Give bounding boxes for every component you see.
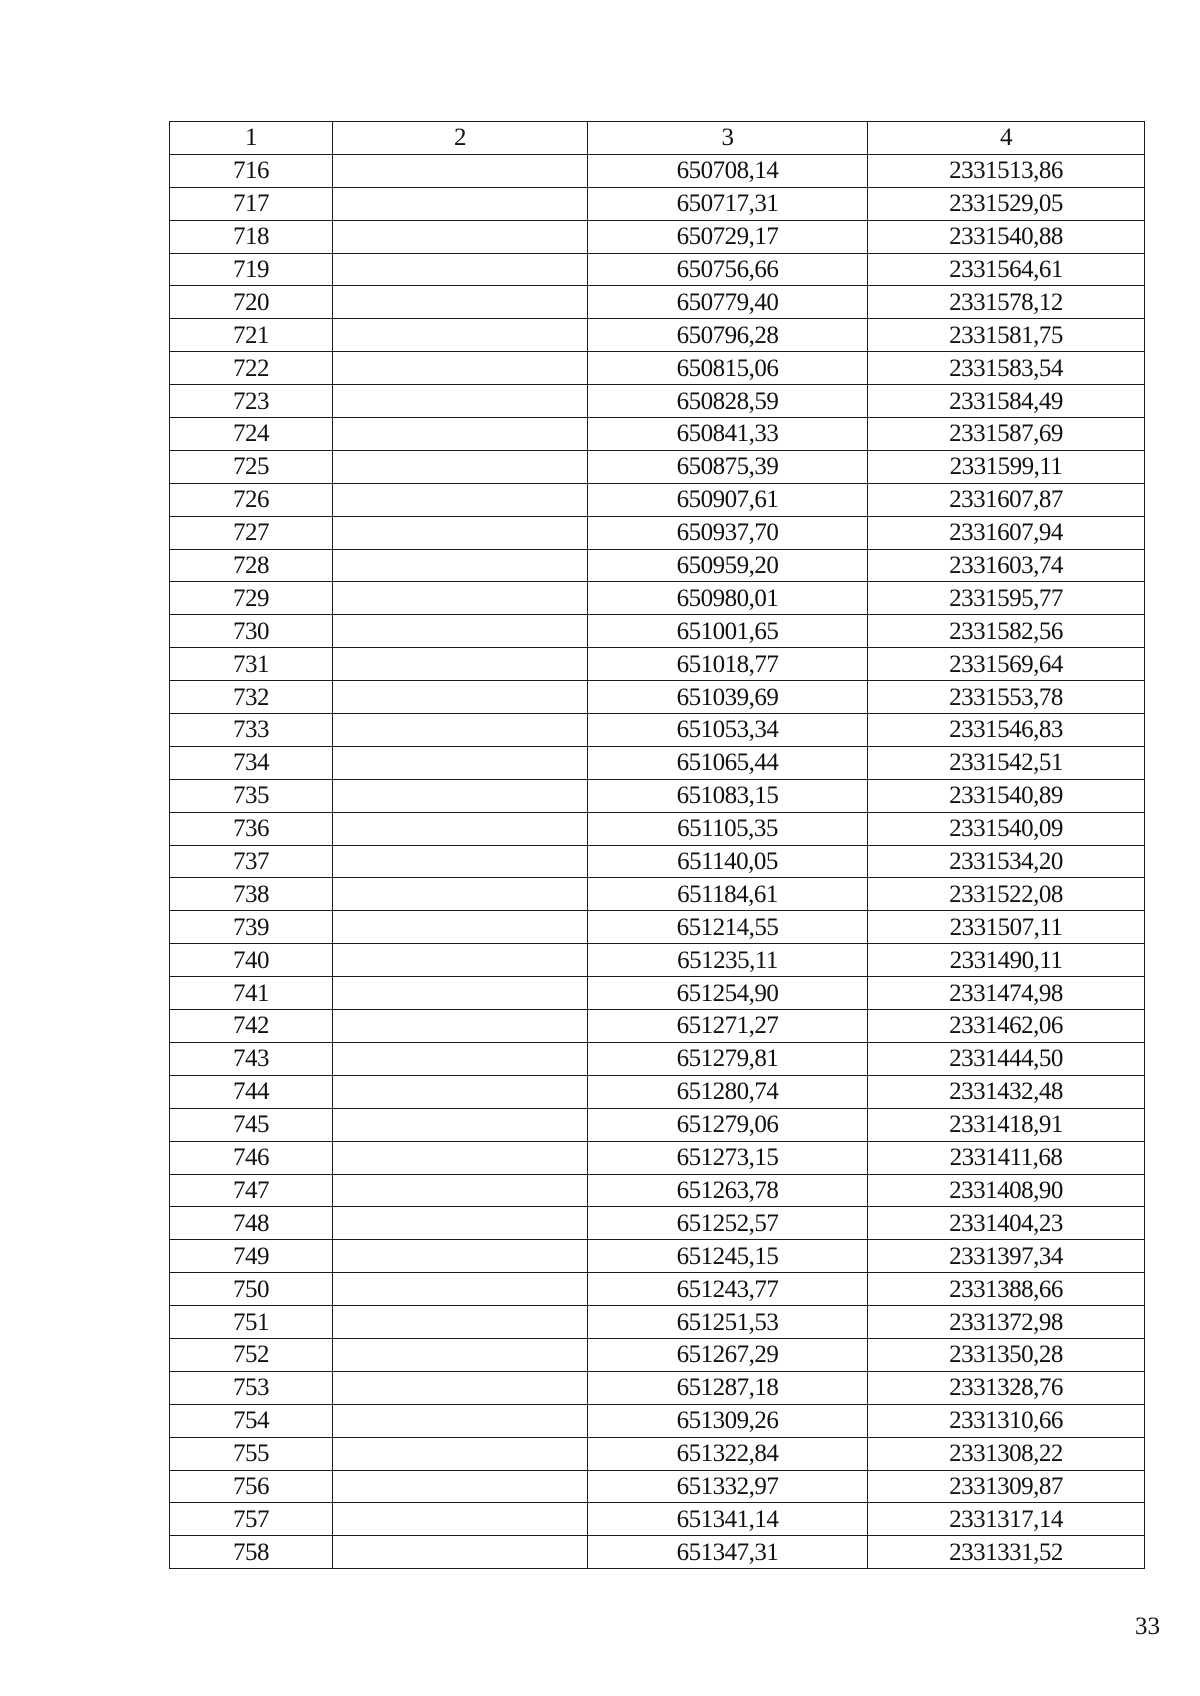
- page-number: 33: [1135, 1613, 1160, 1640]
- empty-cell: [333, 1503, 588, 1536]
- table-row: [170, 1240, 1145, 1273]
- y-coordinate-cell: 2331540,09: [868, 812, 1145, 845]
- empty-cell: [333, 1141, 588, 1174]
- empty-cell: [333, 385, 588, 418]
- point-number-cell: 741: [170, 977, 333, 1010]
- point-number-cell: 723: [170, 385, 333, 418]
- x-coordinate-cell: 651083,15: [588, 779, 868, 812]
- y-coordinate-cell: 2331553,78: [868, 681, 1145, 714]
- x-coordinate-cell: 651279,81: [588, 1042, 868, 1075]
- table-row: [170, 1207, 1145, 1240]
- y-coordinate-cell: 2331372,98: [868, 1306, 1145, 1339]
- y-coordinate-cell: 2331308,22: [868, 1437, 1145, 1470]
- x-coordinate-cell: 650779,40: [588, 286, 868, 319]
- point-number-cell: 720: [170, 286, 333, 319]
- point-number-cell: 721: [170, 319, 333, 352]
- column-header-1: 1: [170, 122, 333, 155]
- empty-cell: [333, 1437, 588, 1470]
- x-coordinate-cell: 651279,06: [588, 1108, 868, 1141]
- empty-cell: [333, 1404, 588, 1437]
- point-number-cell: 731: [170, 648, 333, 681]
- empty-cell: [333, 1371, 588, 1404]
- empty-cell: [333, 483, 588, 516]
- table-row: [170, 812, 1145, 845]
- table-row: [170, 549, 1145, 582]
- x-coordinate-cell: 651140,05: [588, 845, 868, 878]
- y-coordinate-cell: 2331534,20: [868, 845, 1145, 878]
- empty-cell: [333, 253, 588, 286]
- y-coordinate-cell: 2331540,89: [868, 779, 1145, 812]
- point-number-cell: 725: [170, 450, 333, 483]
- x-coordinate-cell: 651347,31: [588, 1536, 868, 1569]
- y-coordinate-cell: 2331411,68: [868, 1141, 1145, 1174]
- x-coordinate-cell: 650875,39: [588, 450, 868, 483]
- y-coordinate-cell: 2331328,76: [868, 1371, 1145, 1404]
- empty-cell: [333, 911, 588, 944]
- table-row: [170, 911, 1145, 944]
- point-number-cell: 749: [170, 1240, 333, 1273]
- table-row: [170, 1404, 1145, 1437]
- table-row: [170, 746, 1145, 779]
- y-coordinate-cell: 2331522,08: [868, 878, 1145, 911]
- point-number-cell: 740: [170, 944, 333, 977]
- table-row: [170, 154, 1145, 187]
- empty-cell: [333, 516, 588, 549]
- table-row: [170, 714, 1145, 747]
- empty-cell: [333, 779, 588, 812]
- point-number-cell: 752: [170, 1338, 333, 1371]
- x-coordinate-cell: 650980,01: [588, 582, 868, 615]
- point-number-cell: 744: [170, 1075, 333, 1108]
- point-number-cell: 743: [170, 1042, 333, 1075]
- y-coordinate-cell: 2331582,56: [868, 615, 1145, 648]
- table-row: [170, 845, 1145, 878]
- table-row: [170, 1042, 1145, 1075]
- empty-cell: [333, 845, 588, 878]
- point-number-cell: 754: [170, 1404, 333, 1437]
- point-number-cell: 753: [170, 1371, 333, 1404]
- table-row: [170, 1010, 1145, 1043]
- table-row: [170, 1174, 1145, 1207]
- x-coordinate-cell: 651235,11: [588, 944, 868, 977]
- x-coordinate-cell: 650937,70: [588, 516, 868, 549]
- table-row: [170, 582, 1145, 615]
- x-coordinate-cell: 650907,61: [588, 483, 868, 516]
- y-coordinate-cell: 2331607,94: [868, 516, 1145, 549]
- x-coordinate-cell: 651332,97: [588, 1470, 868, 1503]
- empty-cell: [333, 1174, 588, 1207]
- x-coordinate-cell: 651105,35: [588, 812, 868, 845]
- table-row: [170, 286, 1145, 319]
- y-coordinate-cell: 2331404,23: [868, 1207, 1145, 1240]
- y-coordinate-cell: 2331418,91: [868, 1108, 1145, 1141]
- empty-cell: [333, 944, 588, 977]
- empty-cell: [333, 220, 588, 253]
- table-row: [170, 1306, 1145, 1339]
- table-row: [170, 187, 1145, 220]
- point-number-cell: 726: [170, 483, 333, 516]
- empty-cell: [333, 1338, 588, 1371]
- point-number-cell: 722: [170, 352, 333, 385]
- y-coordinate-cell: 2331578,12: [868, 286, 1145, 319]
- empty-cell: [333, 154, 588, 187]
- y-coordinate-cell: 2331462,06: [868, 1010, 1145, 1043]
- x-coordinate-cell: 651280,74: [588, 1075, 868, 1108]
- empty-cell: [333, 648, 588, 681]
- point-number-cell: 758: [170, 1536, 333, 1569]
- point-number-cell: 716: [170, 154, 333, 187]
- y-coordinate-cell: 2331397,34: [868, 1240, 1145, 1273]
- table-row: [170, 253, 1145, 286]
- y-coordinate-cell: 2331587,69: [868, 418, 1145, 451]
- column-header-4: 4: [868, 122, 1145, 155]
- empty-cell: [333, 1240, 588, 1273]
- x-coordinate-cell: 650828,59: [588, 385, 868, 418]
- y-coordinate-cell: 2331513,86: [868, 154, 1145, 187]
- point-number-cell: 756: [170, 1470, 333, 1503]
- x-coordinate-cell: 651184,61: [588, 878, 868, 911]
- empty-cell: [333, 549, 588, 582]
- x-coordinate-cell: 651341,14: [588, 1503, 868, 1536]
- x-coordinate-cell: 651065,44: [588, 746, 868, 779]
- point-number-cell: 729: [170, 582, 333, 615]
- x-coordinate-cell: 650708,14: [588, 154, 868, 187]
- y-coordinate-cell: 2331507,11: [868, 911, 1145, 944]
- table-row: [170, 1338, 1145, 1371]
- table-row: [170, 1470, 1145, 1503]
- y-coordinate-cell: 2331564,61: [868, 253, 1145, 286]
- point-number-cell: 718: [170, 220, 333, 253]
- empty-cell: [333, 286, 588, 319]
- x-coordinate-cell: 650841,33: [588, 418, 868, 451]
- table-row: [170, 418, 1145, 451]
- table-row: [170, 615, 1145, 648]
- point-number-cell: 757: [170, 1503, 333, 1536]
- y-coordinate-cell: 2331546,83: [868, 714, 1145, 747]
- x-coordinate-cell: 651001,65: [588, 615, 868, 648]
- table-row: [170, 385, 1145, 418]
- empty-cell: [333, 714, 588, 747]
- point-number-cell: 750: [170, 1273, 333, 1306]
- point-number-cell: 737: [170, 845, 333, 878]
- table-row: [170, 1273, 1145, 1306]
- empty-cell: [333, 319, 588, 352]
- point-number-cell: 739: [170, 911, 333, 944]
- point-number-cell: 748: [170, 1207, 333, 1240]
- point-number-cell: 742: [170, 1010, 333, 1043]
- header-row: [170, 122, 1145, 155]
- x-coordinate-cell: 651251,53: [588, 1306, 868, 1339]
- table-body: [170, 154, 1145, 1568]
- column-header-3: 3: [588, 122, 868, 155]
- empty-cell: [333, 418, 588, 451]
- x-coordinate-cell: 651039,69: [588, 681, 868, 714]
- x-coordinate-cell: 650756,66: [588, 253, 868, 286]
- y-coordinate-cell: 2331408,90: [868, 1174, 1145, 1207]
- y-coordinate-cell: 2331309,87: [868, 1470, 1145, 1503]
- point-number-cell: 730: [170, 615, 333, 648]
- y-coordinate-cell: 2331584,49: [868, 385, 1145, 418]
- x-coordinate-cell: 651322,84: [588, 1437, 868, 1470]
- x-coordinate-cell: 651271,27: [588, 1010, 868, 1043]
- empty-cell: [333, 746, 588, 779]
- x-coordinate-cell: 651214,55: [588, 911, 868, 944]
- point-number-cell: 717: [170, 187, 333, 220]
- table-row: [170, 516, 1145, 549]
- y-coordinate-cell: 2331529,05: [868, 187, 1145, 220]
- x-coordinate-cell: 650796,28: [588, 319, 868, 352]
- empty-cell: [333, 1306, 588, 1339]
- y-coordinate-cell: 2331490,11: [868, 944, 1145, 977]
- point-number-cell: 732: [170, 681, 333, 714]
- table-row: [170, 1437, 1145, 1470]
- point-number-cell: 727: [170, 516, 333, 549]
- empty-cell: [333, 1010, 588, 1043]
- column-header-2: 2: [333, 122, 588, 155]
- x-coordinate-cell: 651263,78: [588, 1174, 868, 1207]
- table-row: [170, 220, 1145, 253]
- x-coordinate-cell: 651273,15: [588, 1141, 868, 1174]
- empty-cell: [333, 977, 588, 1010]
- x-coordinate-cell: 650815,06: [588, 352, 868, 385]
- y-coordinate-cell: 2331444,50: [868, 1042, 1145, 1075]
- y-coordinate-cell: 2331595,77: [868, 582, 1145, 615]
- empty-cell: [333, 1207, 588, 1240]
- point-number-cell: 747: [170, 1174, 333, 1207]
- x-coordinate-cell: 651309,26: [588, 1404, 868, 1437]
- table-row: [170, 944, 1145, 977]
- table-row: [170, 1371, 1145, 1404]
- point-number-cell: 738: [170, 878, 333, 911]
- table-row: [170, 681, 1145, 714]
- x-coordinate-cell: 650717,31: [588, 187, 868, 220]
- point-number-cell: 746: [170, 1141, 333, 1174]
- table-row: [170, 1108, 1145, 1141]
- x-coordinate-cell: 650959,20: [588, 549, 868, 582]
- y-coordinate-cell: 2331317,14: [868, 1503, 1145, 1536]
- empty-cell: [333, 352, 588, 385]
- x-coordinate-cell: 651245,15: [588, 1240, 868, 1273]
- y-coordinate-cell: 2331310,66: [868, 1404, 1145, 1437]
- table-row: [170, 1503, 1145, 1536]
- y-coordinate-cell: 2331540,88: [868, 220, 1145, 253]
- y-coordinate-cell: 2331388,66: [868, 1273, 1145, 1306]
- table-row: [170, 648, 1145, 681]
- table-row: [170, 1141, 1145, 1174]
- table-row: [170, 878, 1145, 911]
- y-coordinate-cell: 2331331,52: [868, 1536, 1145, 1569]
- y-coordinate-cell: 2331432,48: [868, 1075, 1145, 1108]
- point-number-cell: 728: [170, 549, 333, 582]
- y-coordinate-cell: 2331474,98: [868, 977, 1145, 1010]
- y-coordinate-cell: 2331607,87: [868, 483, 1145, 516]
- empty-cell: [333, 878, 588, 911]
- y-coordinate-cell: 2331350,28: [868, 1338, 1145, 1371]
- empty-cell: [333, 1470, 588, 1503]
- point-number-cell: 733: [170, 714, 333, 747]
- empty-cell: [333, 1273, 588, 1306]
- empty-cell: [333, 187, 588, 220]
- table-row: [170, 977, 1145, 1010]
- y-coordinate-cell: 2331603,74: [868, 549, 1145, 582]
- empty-cell: [333, 1108, 588, 1141]
- empty-cell: [333, 1042, 588, 1075]
- point-number-cell: 751: [170, 1306, 333, 1339]
- y-coordinate-cell: 2331542,51: [868, 746, 1145, 779]
- point-number-cell: 724: [170, 418, 333, 451]
- empty-cell: [333, 450, 588, 483]
- table-row: [170, 319, 1145, 352]
- table-row: [170, 483, 1145, 516]
- table-row: [170, 450, 1145, 483]
- table-row: [170, 1536, 1145, 1569]
- empty-cell: [333, 582, 588, 615]
- x-coordinate-cell: 651053,34: [588, 714, 868, 747]
- point-number-cell: 735: [170, 779, 333, 812]
- empty-cell: [333, 615, 588, 648]
- x-coordinate-cell: 651018,77: [588, 648, 868, 681]
- x-coordinate-cell: 650729,17: [588, 220, 868, 253]
- point-number-cell: 734: [170, 746, 333, 779]
- y-coordinate-cell: 2331581,75: [868, 319, 1145, 352]
- y-coordinate-cell: 2331599,11: [868, 450, 1145, 483]
- empty-cell: [333, 1075, 588, 1108]
- point-number-cell: 745: [170, 1108, 333, 1141]
- point-number-cell: 719: [170, 253, 333, 286]
- y-coordinate-cell: 2331583,54: [868, 352, 1145, 385]
- point-number-cell: 755: [170, 1437, 333, 1470]
- empty-cell: [333, 681, 588, 714]
- x-coordinate-cell: 651243,77: [588, 1273, 868, 1306]
- table-row: [170, 1075, 1145, 1108]
- empty-cell: [333, 1536, 588, 1569]
- x-coordinate-cell: 651252,57: [588, 1207, 868, 1240]
- empty-cell: [333, 812, 588, 845]
- point-number-cell: 736: [170, 812, 333, 845]
- x-coordinate-cell: 651267,29: [588, 1338, 868, 1371]
- x-coordinate-cell: 651254,90: [588, 977, 868, 1010]
- table-row: [170, 352, 1145, 385]
- y-coordinate-cell: 2331569,64: [868, 648, 1145, 681]
- x-coordinate-cell: 651287,18: [588, 1371, 868, 1404]
- coordinates-table: [169, 121, 1145, 1569]
- table-row: [170, 779, 1145, 812]
